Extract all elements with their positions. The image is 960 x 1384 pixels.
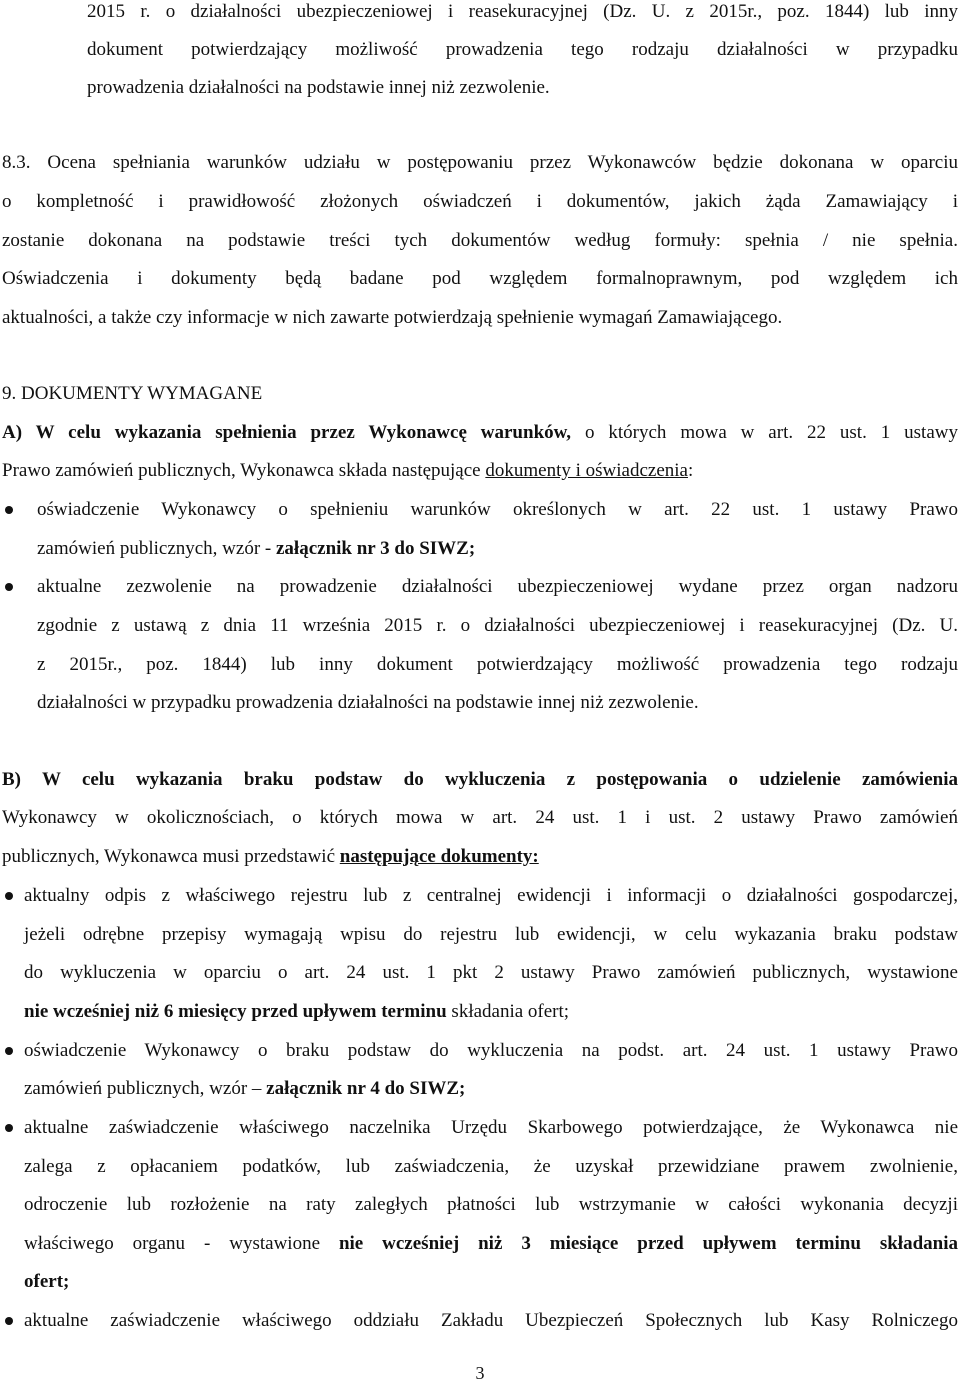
list-item-line: ofert; bbox=[24, 1271, 70, 1292]
list-item-line bbox=[24, 1000, 569, 1024]
list-item-line: do wykluczenia w oparciu o art. 24 ust. 1 pkt 2 ustawy Prawo zamówień publicznych, wystawione bbox=[24, 962, 958, 983]
part-a-text: : bbox=[687, 460, 694, 481]
list-item-text: składania ofert; bbox=[446, 1001, 570, 1022]
list-item-line bbox=[24, 1232, 958, 1256]
part-a-underlined: dokumenty i oświadczenia bbox=[485, 460, 688, 481]
part-a-rest: o których mowa w art. 22 ust. 1 ustawy bbox=[571, 422, 958, 443]
bullet-icon bbox=[5, 1047, 13, 1055]
list-item-line: oświadczenie Wykonawcy o braku podstaw do wykluczenia na podst. art. 24 ust. 1 ustawy Prawo bbox=[24, 1040, 958, 1061]
part-b-text: publicznych, Wykonawca musi przedstawić bbox=[2, 846, 340, 867]
list-item-bold: nie wcześniej niż 3 miesiące przed upływem terminu składania bbox=[338, 1233, 958, 1254]
list-item-line: aktualny odpis z właściwego rejestru lub z centralnej ewidencji i informacji o działalności gospodarczej, bbox=[24, 885, 958, 906]
part-b-heading-line: B) W celu wykazania braku podstaw do wykluczenia z postępowania o udzielenie zamówienia bbox=[2, 769, 958, 790]
list-item-line: odroczenie lub rozłożenie na raty zaległych płatności lub wstrzymanie w całości wykonania decyzji bbox=[24, 1194, 958, 1215]
page-number: 3 bbox=[475, 1363, 485, 1383]
list-item-line: z 2015r., poz. 1844) lub inny dokument potwierdzający możliwość prowadzenia tego rodzaju bbox=[37, 654, 958, 675]
list-item-line: aktualne zezwolenie na prowadzenie działalności ubezpieczeniowej wydane przez organ nadzoru bbox=[37, 576, 958, 597]
section-8-3-line: zostanie dokonana na podstawie treści tych dokumentów według formuły: spełnia / nie spełnia. bbox=[2, 230, 958, 251]
part-b-intro-line bbox=[2, 845, 539, 869]
list-item-bold: nie wcześniej niż 6 miesięcy przed upływem terminu bbox=[24, 1001, 447, 1022]
bullet-icon bbox=[5, 506, 13, 514]
list-item-line: aktualne zaświadczenie właściwego naczelnika Urzędu Skarbowego potwierdzające, że Wykonawca nie bbox=[24, 1117, 958, 1138]
part-a-text: Prawo zamówień publicznych, Wykonawca składa następujące bbox=[2, 460, 486, 481]
section-8-3-line: o kompletność i prawidłowość złożonych oświadczeń i dokumentów, jakich żąda Zamawiający i bbox=[2, 191, 958, 212]
para-continuation-line: 2015 r. o działalności ubezpieczeniowej i reasekuracyjnej (Dz. U. z 2015r., poz. 1844) lub inny bbox=[87, 1, 958, 22]
section-8-3-line: 8.3. Ocena spełniania warunków udziału w postępowaniu przez Wykonawców będzie dokonana w oparciu bbox=[2, 152, 958, 173]
list-item-line: działalności w przypadku prowadzenia działalności na podstawie innej niż zezwolenie. bbox=[37, 692, 699, 713]
part-a-intro-line bbox=[2, 459, 693, 483]
list-item-bold: załącznik nr 3 do SIWZ; bbox=[276, 538, 476, 559]
list-item-line bbox=[37, 537, 475, 561]
list-item-line: zgodnie z ustawą z dnia 11 września 2015 r. o działalności ubezpieczeniowej i reasekuracyjnej (Dz. U. bbox=[37, 615, 958, 636]
bullet-icon bbox=[5, 1317, 13, 1325]
part-b-intro-line: Wykonawcy w okolicznościach, o których mowa w art. 24 ust. 1 i ust. 2 ustawy Prawo zamówień bbox=[2, 807, 958, 828]
bullet-icon bbox=[5, 892, 13, 900]
list-item-text: właściwego organu - wystawione bbox=[24, 1233, 339, 1254]
section-8-3-line: aktualności, a także czy informacje w nich zawarte potwierdzają spełnienie wymagań Zamawiającego. bbox=[2, 307, 783, 328]
para-continuation-line: dokument potwierdzający możliwość prowadzenia tego rodzaju działalności w przypadku bbox=[87, 39, 958, 60]
list-item-line: aktualne zaświadczenie właściwego oddziału Zakładu Ubezpieczeń Społecznych lub Kasy Rolniczego bbox=[24, 1310, 958, 1331]
bullet-icon bbox=[5, 1124, 13, 1132]
list-item-line: zalega z opłacaniem podatków, lub zaświadczenia, że uzyskał przewidziane prawem zwolnienie, bbox=[24, 1156, 958, 1177]
list-item-line bbox=[24, 1077, 465, 1101]
list-item-text: zamówień publicznych, wzór – bbox=[24, 1078, 267, 1099]
list-item-line: oświadczenie Wykonawcy o spełnieniu warunków określonych w art. 22 ust. 1 ustawy Prawo bbox=[37, 499, 958, 520]
part-b-underlined: następujące dokumenty: bbox=[339, 846, 539, 867]
list-item-line: jeżeli odrębne przepisy wymagają wpisu do rejestru lub ewidencji, w celu wykazania braku podstaw bbox=[24, 924, 958, 945]
part-a-bold: A) W celu wykazania spełnienia przez Wykonawcę warunków, bbox=[2, 422, 572, 443]
list-item-bold: załącznik nr 4 do SIWZ; bbox=[266, 1078, 466, 1099]
para-continuation-line: prowadzenia działalności na podstawie innej niż zezwolenie. bbox=[87, 77, 550, 98]
bullet-icon bbox=[5, 583, 13, 591]
section-9-heading: 9. DOKUMENTY WYMAGANE bbox=[2, 383, 263, 404]
part-a-intro-line bbox=[2, 421, 958, 445]
list-item-text: zamówień publicznych, wzór - bbox=[37, 538, 276, 559]
section-8-3-line: Oświadczenia i dokumenty będą badane pod względem formalnoprawnym, pod względem ich bbox=[2, 268, 958, 289]
